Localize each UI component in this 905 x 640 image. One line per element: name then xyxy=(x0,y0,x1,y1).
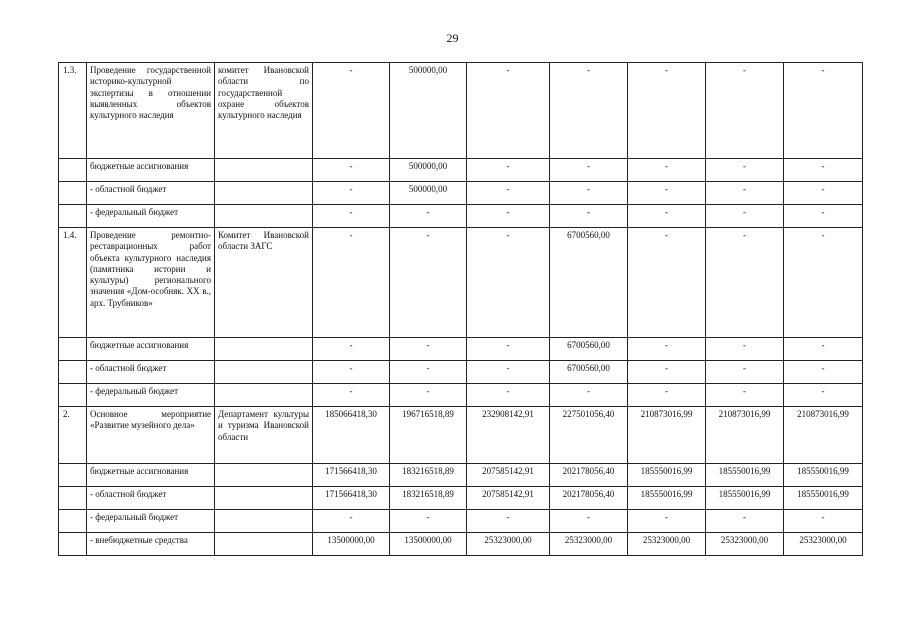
value-cell: 185550016,99 xyxy=(706,464,784,487)
value-cell: - xyxy=(313,338,390,361)
row-executor xyxy=(215,205,313,228)
row-name: - федеральный бюджет xyxy=(87,205,215,228)
value-cell: - xyxy=(784,205,863,228)
value-cell: - xyxy=(706,384,784,407)
value-cell: 185550016,99 xyxy=(784,464,863,487)
value-cell: - xyxy=(550,205,628,228)
value-cell: - xyxy=(313,228,390,338)
value-cell: 185550016,99 xyxy=(706,487,784,510)
row-executor xyxy=(215,487,313,510)
row-executor xyxy=(215,533,313,556)
table-row xyxy=(59,361,863,384)
row-name: бюджетные ассигнования xyxy=(87,159,215,182)
value-cell: 6700560,00 xyxy=(550,338,628,361)
row-name: - областной бюджет xyxy=(87,487,215,510)
value-cell: 227501056,40 xyxy=(550,407,628,464)
value-cell: 500000,00 xyxy=(390,182,467,205)
row-executor xyxy=(215,361,313,384)
value-cell: - xyxy=(467,384,550,407)
value-cell: - xyxy=(390,338,467,361)
row-name: - областной бюджет xyxy=(87,361,215,384)
value-cell: 210873016,99 xyxy=(706,407,784,464)
row-name: бюджетные ассигнования xyxy=(87,338,215,361)
value-cell: 171566418,30 xyxy=(313,464,390,487)
value-cell: 210873016,99 xyxy=(628,407,706,464)
table-row xyxy=(59,487,863,510)
value-cell: - xyxy=(313,361,390,384)
value-cell: 196716518,89 xyxy=(390,407,467,464)
value-cell: - xyxy=(706,63,784,159)
table-row xyxy=(59,384,863,407)
row-executor xyxy=(215,384,313,407)
value-cell: - xyxy=(313,182,390,205)
value-cell: - xyxy=(706,510,784,533)
row-name: Основное мероприятие «Развитие музейного дела» xyxy=(87,407,215,464)
value-cell: - xyxy=(467,510,550,533)
value-cell: - xyxy=(706,159,784,182)
value-cell: - xyxy=(628,205,706,228)
row-index xyxy=(59,510,87,533)
value-cell: - xyxy=(628,510,706,533)
value-cell: - xyxy=(467,228,550,338)
row-index: 1.4. xyxy=(59,228,87,338)
value-cell: 207585142,91 xyxy=(467,487,550,510)
row-index xyxy=(59,533,87,556)
table-row xyxy=(59,182,863,205)
value-cell: - xyxy=(628,338,706,361)
row-name: - федеральный бюджет xyxy=(87,384,215,407)
value-cell: - xyxy=(784,63,863,159)
value-cell: 207585142,91 xyxy=(467,464,550,487)
value-cell: - xyxy=(467,159,550,182)
value-cell: 25323000,00 xyxy=(628,533,706,556)
value-cell: - xyxy=(628,228,706,338)
value-cell: - xyxy=(628,63,706,159)
value-cell: - xyxy=(550,384,628,407)
value-cell: - xyxy=(706,182,784,205)
value-cell: 25323000,00 xyxy=(550,533,628,556)
row-index xyxy=(59,205,87,228)
value-cell: - xyxy=(313,205,390,228)
value-cell: - xyxy=(550,182,628,205)
row-executor: Департамент культуры и туризма Ивановской области xyxy=(215,407,313,464)
value-cell: 25323000,00 xyxy=(467,533,550,556)
value-cell: 171566418,30 xyxy=(313,487,390,510)
table-row xyxy=(59,338,863,361)
value-cell: 210873016,99 xyxy=(784,407,863,464)
value-cell: - xyxy=(390,228,467,338)
table-row xyxy=(59,228,863,338)
value-cell: 183216518,89 xyxy=(390,487,467,510)
value-cell: 185550016,99 xyxy=(784,487,863,510)
value-cell: 185550016,99 xyxy=(628,487,706,510)
value-cell: - xyxy=(784,228,863,338)
row-index: 2. xyxy=(59,407,87,464)
value-cell: 25323000,00 xyxy=(706,533,784,556)
value-cell: - xyxy=(390,361,467,384)
value-cell: - xyxy=(313,63,390,159)
table-row xyxy=(59,205,863,228)
row-index xyxy=(59,182,87,205)
table-row xyxy=(59,159,863,182)
value-cell: - xyxy=(313,384,390,407)
row-executor xyxy=(215,338,313,361)
value-cell: 13500000,00 xyxy=(313,533,390,556)
row-index xyxy=(59,159,87,182)
value-cell: - xyxy=(784,338,863,361)
value-cell: - xyxy=(390,384,467,407)
row-executor xyxy=(215,510,313,533)
value-cell: - xyxy=(706,338,784,361)
value-cell: 185550016,99 xyxy=(628,464,706,487)
row-index xyxy=(59,338,87,361)
row-index: 1.3. xyxy=(59,63,87,159)
value-cell: - xyxy=(550,510,628,533)
budget-table xyxy=(58,62,863,556)
value-cell: 13500000,00 xyxy=(390,533,467,556)
value-cell: - xyxy=(706,205,784,228)
value-cell: 25323000,00 xyxy=(784,533,863,556)
value-cell: 500000,00 xyxy=(390,159,467,182)
value-cell: - xyxy=(313,510,390,533)
row-executor xyxy=(215,159,313,182)
row-name: Проведение государственной историко-культурной экспертизы в отношении выявленных объектов культурного наследия xyxy=(87,63,215,159)
row-executor xyxy=(215,464,313,487)
value-cell: - xyxy=(784,384,863,407)
table-row xyxy=(59,533,863,556)
value-cell: 202178056,40 xyxy=(550,487,628,510)
value-cell: 232908142,91 xyxy=(467,407,550,464)
value-cell: - xyxy=(706,361,784,384)
row-index xyxy=(59,384,87,407)
value-cell: - xyxy=(467,182,550,205)
value-cell: 185066418,30 xyxy=(313,407,390,464)
value-cell: - xyxy=(467,361,550,384)
value-cell: 183216518,89 xyxy=(390,464,467,487)
value-cell: - xyxy=(467,205,550,228)
value-cell: - xyxy=(467,63,550,159)
value-cell: - xyxy=(628,182,706,205)
table-row xyxy=(59,464,863,487)
row-executor xyxy=(215,182,313,205)
value-cell: - xyxy=(390,510,467,533)
value-cell: - xyxy=(390,205,467,228)
value-cell: - xyxy=(784,159,863,182)
value-cell: - xyxy=(784,182,863,205)
row-name: - федеральный бюджет xyxy=(87,510,215,533)
page-number: 29 xyxy=(446,31,459,45)
table-row xyxy=(59,510,863,533)
value-cell: - xyxy=(550,159,628,182)
row-index xyxy=(59,487,87,510)
value-cell: - xyxy=(467,338,550,361)
value-cell: 6700560,00 xyxy=(550,361,628,384)
value-cell: - xyxy=(628,361,706,384)
row-name: бюджетные ассигнования xyxy=(87,464,215,487)
value-cell: - xyxy=(550,63,628,159)
row-index xyxy=(59,361,87,384)
value-cell: 6700560,00 xyxy=(550,228,628,338)
row-name: Проведение ремонтно-реставрационных работ объекта культурного наследия (памятника истории и культуры) регионального значения «Дом-особняк. XX в., арх. Трубников» xyxy=(87,228,215,338)
value-cell: 202178056,40 xyxy=(550,464,628,487)
row-index xyxy=(59,464,87,487)
row-name: - областной бюджет xyxy=(87,182,215,205)
value-cell: - xyxy=(706,228,784,338)
row-executor: Комитет Ивановской области ЗАГС xyxy=(215,228,313,338)
table-row xyxy=(59,407,863,464)
value-cell: - xyxy=(313,159,390,182)
table-row xyxy=(59,63,863,159)
row-name: - внебюджетные средства xyxy=(87,533,215,556)
value-cell: - xyxy=(784,361,863,384)
value-cell: - xyxy=(628,159,706,182)
value-cell: - xyxy=(628,384,706,407)
value-cell: - xyxy=(784,510,863,533)
row-executor: комитет Ивановской области по государственной охране объектов культурного наследия xyxy=(215,63,313,159)
value-cell: 500000,00 xyxy=(390,63,467,159)
